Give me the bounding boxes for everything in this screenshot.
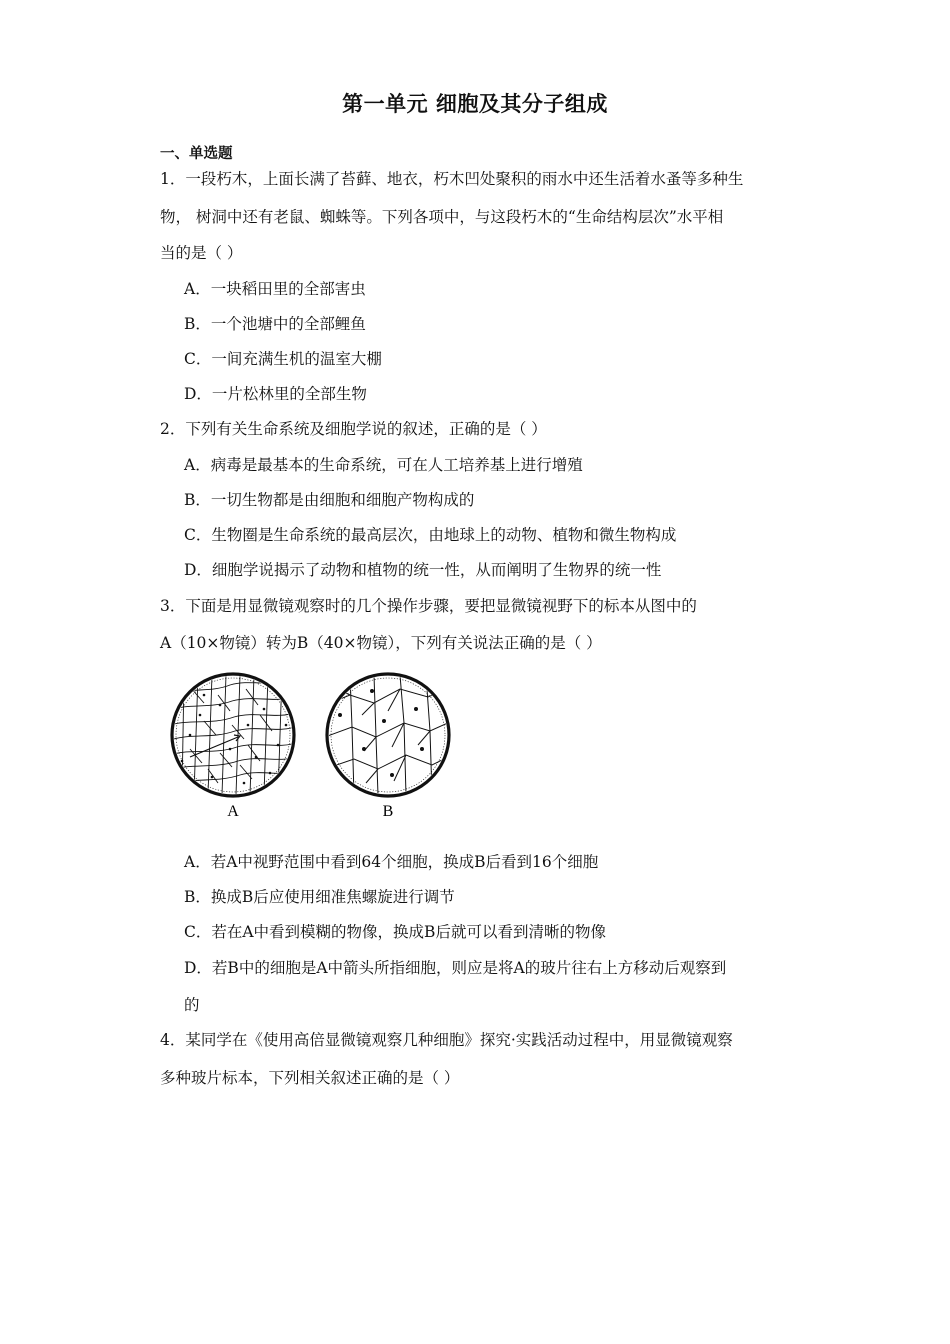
question-1-option-c: C．一间充满生机的温室大棚	[184, 350, 382, 368]
question-1-option-d: D．一片松林里的全部生物	[184, 385, 367, 403]
question-1-option-a: A．一块稻田里的全部害虫	[184, 280, 366, 298]
question-1-line-3: 当的是（ ）	[160, 244, 243, 262]
question-2-option-a: A．病毒是最基本的生命系统，可在人工培养基上进行增殖	[184, 456, 583, 474]
page-title: 第一单元 细胞及其分子组成	[342, 92, 608, 116]
question-2-line-1: 2．下列有关生命系统及细胞学说的叙述，正确的是（ ）	[160, 420, 547, 438]
microscope-view-a	[170, 674, 295, 796]
question-2-option-b: B．一切生物都是由细胞和细胞产物构成的	[184, 491, 475, 509]
figure-label-b: B	[382, 803, 394, 820]
question-1-line-1: 1．一段朽木，上面长满了苔藓、地衣，朽木凹处聚积的雨水中还生活着水蚤等多种生	[160, 170, 744, 188]
question-4-line-2: 多种玻片标本，下列相关叙述正确的是（ ）	[160, 1069, 460, 1087]
question-3-option-d-continued: 的	[184, 996, 200, 1014]
question-1-option-b: B．一个池塘中的全部鲤鱼	[184, 315, 366, 333]
question-2-option-c: C．生物圈是生命系统的最高层次，由地球上的动物、植物和微生物构成	[184, 526, 677, 544]
microscope-view-b	[325, 674, 452, 796]
question-4-line-1: 4．某同学在《使用高倍显微镜观察几种细胞》探究·实践活动过程中，用显微镜观察	[160, 1031, 733, 1049]
question-3-option-d: D．若B中的细胞是A中箭头所指细胞，则应是将A的玻片往右上方移动后观察到	[184, 959, 727, 977]
question-3-line-1: 3．下面是用显微镜观察时的几个操作步骤，要把显微镜视野下的标本从图中的	[160, 597, 697, 615]
question-3-option-c: C．若在A中看到模糊的物像，换成B后就可以看到清晰的物像	[184, 923, 606, 941]
figure-label-a: A	[227, 803, 239, 820]
question-3-option-b: B．换成B后应使用细准焦螺旋进行调节	[184, 888, 455, 906]
question-3-line-2: A（10×物镜）转为B（40×物镜），下列有关说法正确的是（ ）	[160, 634, 602, 652]
microscope-figure	[160, 665, 460, 820]
section-heading: 一、单选题	[160, 146, 233, 162]
question-3-option-a: A．若A中视野范围中看到64个细胞，换成B后看到16个细胞	[184, 853, 599, 871]
question-2-option-d: D．细胞学说揭示了动物和植物的统一性，从而阐明了生物界的统一性	[184, 561, 662, 579]
question-1-line-2: 物， 树洞中还有老鼠、蜘蛛等。下列各项中，与这段朽木的“生命结构层次”水平相	[160, 208, 724, 226]
